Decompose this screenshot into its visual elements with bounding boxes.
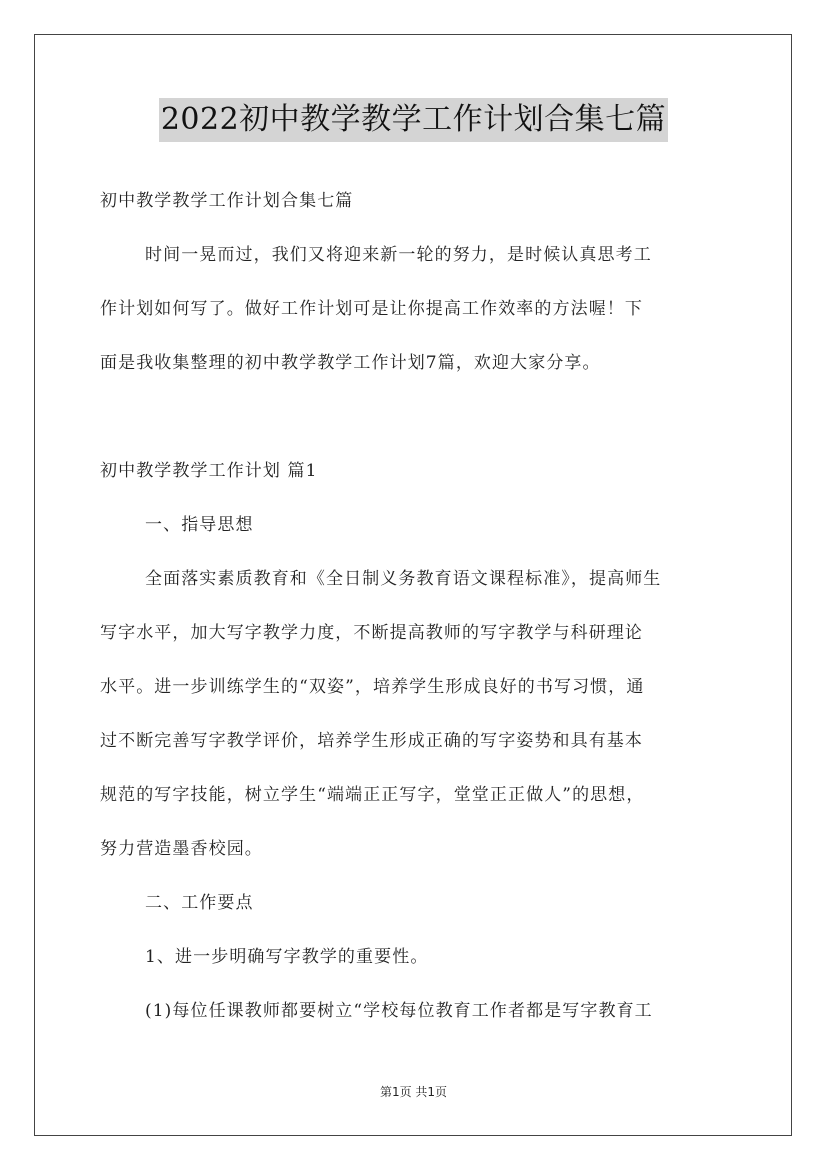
paragraph-line: (1)每位任课教师都要树立“学校每位教育工作者都是写字教育工 xyxy=(145,1001,653,1021)
paragraph-line: 面是我收集整理的初中教学教学工作计划7篇，欢迎大家分享。 xyxy=(100,353,601,373)
document-body xyxy=(100,174,740,1038)
title-wrap xyxy=(0,98,827,142)
blank-line xyxy=(100,390,740,444)
paragraph-line: 水平。进一步训练学生的“双姿”，培养学生形成良好的书写习惯，通 xyxy=(100,677,645,697)
paragraph-line: 努力营造墨香校园。 xyxy=(100,839,263,859)
page-footer: 第1页 共1页 xyxy=(379,1085,448,1099)
paragraph-line: 1、进一步明确写字教学的重要性。 xyxy=(145,947,429,967)
paragraph-line: 写字水平，加大写字教学力度，不断提高教师的写字教学与科研理论 xyxy=(100,623,643,643)
paragraph-line: 初中教学教学工作计划 篇1 xyxy=(100,461,318,481)
paragraph-line: 规范的写字技能，树立学生“端端正正写字，堂堂正正做人”的思想， xyxy=(100,785,645,805)
paragraph-line: 时间一晃而过，我们又将迎来新一轮的努力，是时候认真思考工 xyxy=(145,245,652,265)
paragraph-line: 全面落实素质教育和《全日制义务教育语文课程标准》，提高师生 xyxy=(145,569,662,589)
document-title: 2022初中教学教学工作计划合集七篇 xyxy=(159,98,668,142)
paragraph-line: 作计划如何写了。做好工作计划可是让你提高工作效率的方法喔！下 xyxy=(100,299,643,319)
paragraph-line: 过不断完善写字教学评价，培养学生形成正确的写字姿势和具有基本 xyxy=(100,731,643,751)
paragraph-line: 初中教学教学工作计划合集七篇 xyxy=(100,191,354,211)
paragraph-line: 一、指导思想 xyxy=(145,515,254,535)
paragraph-line: 二、工作要点 xyxy=(145,893,254,913)
